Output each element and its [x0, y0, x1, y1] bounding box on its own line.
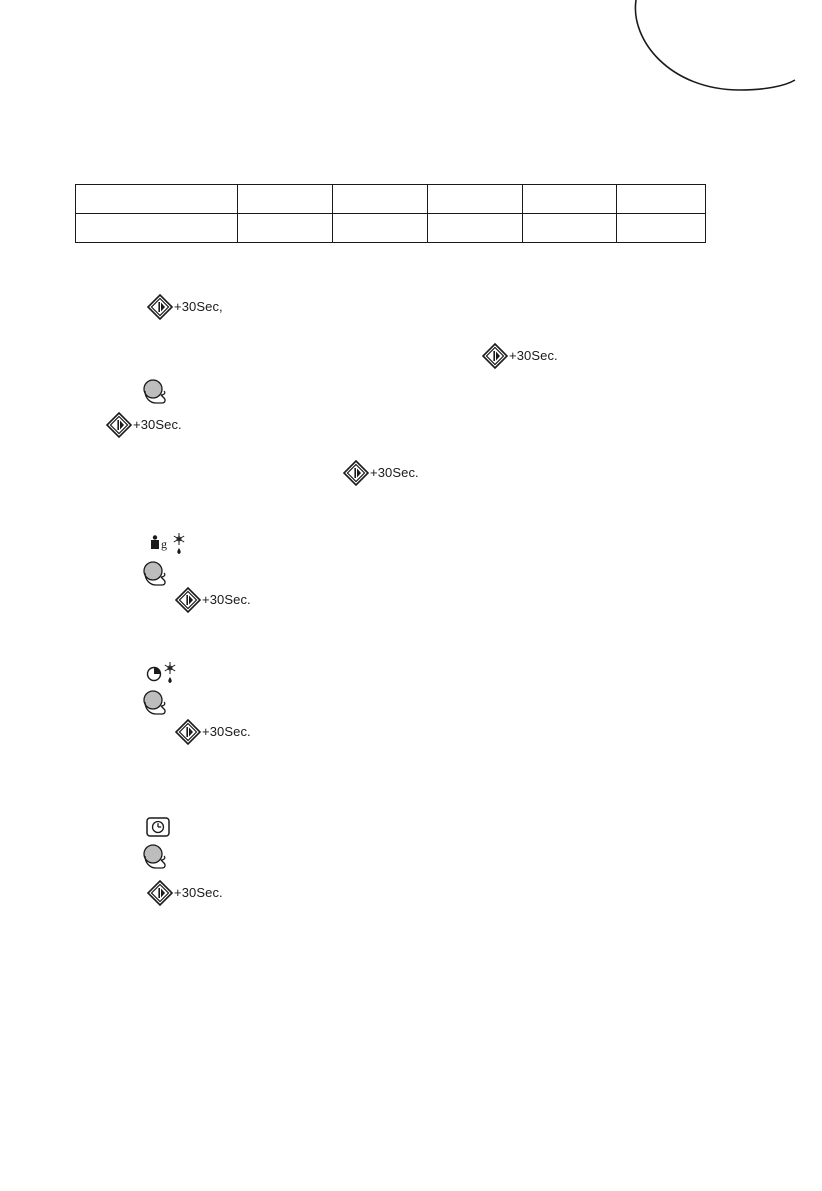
- start-30sec-label: +30Sec.: [370, 465, 419, 480]
- table-cell: [428, 214, 523, 243]
- start-30sec-button[interactable]: [175, 587, 251, 613]
- table-cell: [617, 214, 706, 243]
- start-30sec-icon: [106, 412, 132, 438]
- table-cell: [76, 185, 238, 214]
- svg-text:g: g: [161, 537, 167, 551]
- rotary-knob-hand-icon[interactable]: [142, 843, 168, 871]
- rotary-knob-hand-icon[interactable]: [142, 689, 168, 717]
- start-30sec-label: +30Sec.: [174, 885, 223, 900]
- corner-arc-decoration: [600, 0, 822, 110]
- start-30sec-button[interactable]: [147, 880, 223, 906]
- rotary-knob-hand-icon[interactable]: [142, 560, 168, 588]
- start-30sec-button[interactable]: [106, 412, 182, 438]
- table-cell: [428, 185, 523, 214]
- start-30sec-button[interactable]: [343, 460, 419, 486]
- start-30sec-label: +30Sec.: [202, 724, 251, 739]
- clock-icon[interactable]: [146, 817, 170, 837]
- table-cell: [76, 214, 238, 243]
- start-30sec-icon: [343, 460, 369, 486]
- start-30sec-button[interactable]: [175, 719, 251, 745]
- start-30sec-icon: [482, 343, 508, 369]
- start-30sec-icon: [147, 294, 173, 320]
- start-30sec-label: +30Sec,: [174, 299, 223, 314]
- table-cell: [238, 185, 333, 214]
- table-cell: [333, 214, 428, 243]
- weight-defrost-icon[interactable]: [150, 531, 190, 557]
- rotary-knob-hand-icon[interactable]: [142, 378, 168, 406]
- start-30sec-label: +30Sec.: [509, 348, 558, 363]
- table-row: [76, 214, 706, 243]
- start-30sec-icon: [147, 880, 173, 906]
- start-30sec-label: +30Sec.: [133, 417, 182, 432]
- table-cell: [238, 214, 333, 243]
- table-cell: [333, 185, 428, 214]
- empty-table: [75, 184, 706, 243]
- start-30sec-button[interactable]: [147, 294, 223, 320]
- table-row: [76, 185, 706, 214]
- start-30sec-icon: [175, 719, 201, 745]
- table-cell: [523, 185, 617, 214]
- start-30sec-label: +30Sec.: [202, 592, 251, 607]
- time-defrost-icon[interactable]: [145, 660, 185, 686]
- table-cell: [617, 185, 706, 214]
- start-30sec-button[interactable]: [482, 343, 558, 369]
- start-30sec-icon: [175, 587, 201, 613]
- table-cell: [523, 214, 617, 243]
